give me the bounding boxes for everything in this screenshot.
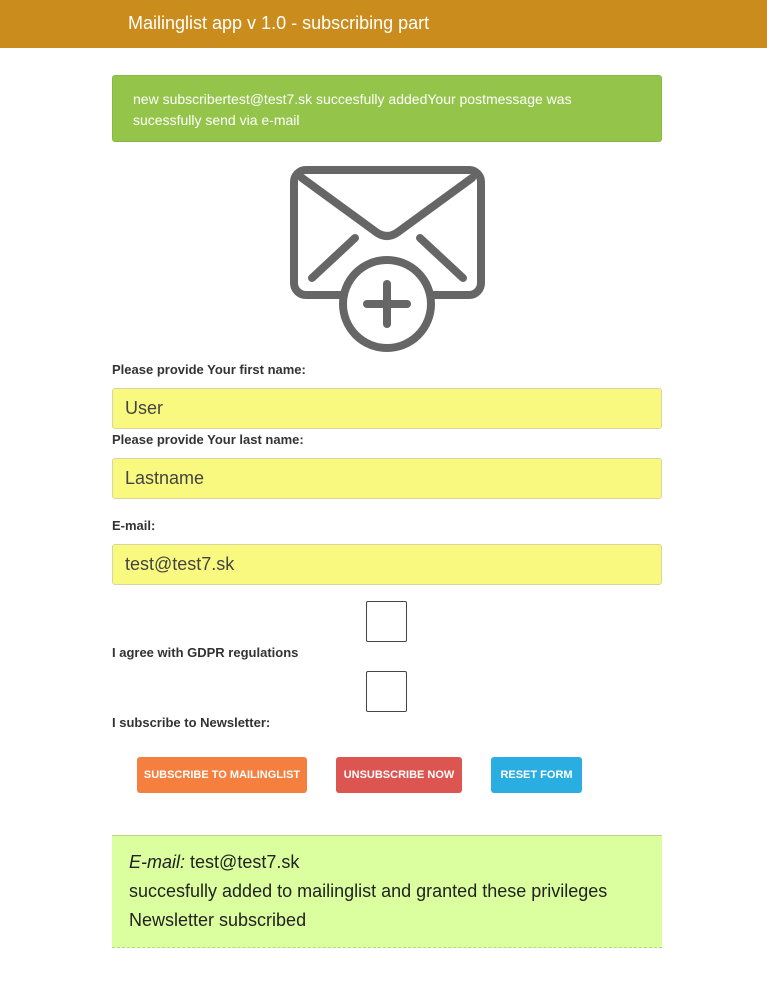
newsletter-checkbox[interactable] <box>366 671 407 712</box>
reset-form-button[interactable]: RESET FORM <box>491 757 582 793</box>
success-alert <box>112 75 662 142</box>
gdpr-checkbox[interactable] <box>366 601 407 642</box>
first-name-label: Please provide Your first name: <box>112 362 306 377</box>
email-field[interactable] <box>112 544 662 585</box>
first-name-field[interactable] <box>112 388 662 429</box>
result-email-label: E-mail: <box>129 852 186 872</box>
result-email-value: test@test7.sk <box>190 852 300 872</box>
newsletter-label: I subscribe to Newsletter: <box>112 715 271 730</box>
app-title: Mailinglist app v 1.0 - subscribing part <box>128 13 430 33</box>
result-panel <box>112 835 662 948</box>
result-message: succesfully added to mailinglist and granted these privileges <box>129 881 608 901</box>
envelope-add-icon <box>288 164 488 354</box>
subscribe-button[interactable]: SUBSCRIBE TO MAILINGLIST <box>137 757 307 793</box>
gdpr-label: I agree with GDPR regulations <box>112 645 299 660</box>
last-name-label: Please provide Your last name: <box>112 432 304 447</box>
result-email-line <box>129 848 645 877</box>
unsubscribe-button[interactable]: UNSUBSCRIBE NOW <box>336 757 462 793</box>
result-privilege: Newsletter subscribed <box>129 910 307 930</box>
alert-line-1: new subscribertest@test7.sk succesfully addedYour postmessage was <box>133 91 572 107</box>
email-label: E-mail: <box>112 518 156 533</box>
last-name-field[interactable] <box>112 458 662 499</box>
app-header <box>0 0 767 48</box>
alert-line-2: sucessfully send via e-mail <box>133 112 300 128</box>
